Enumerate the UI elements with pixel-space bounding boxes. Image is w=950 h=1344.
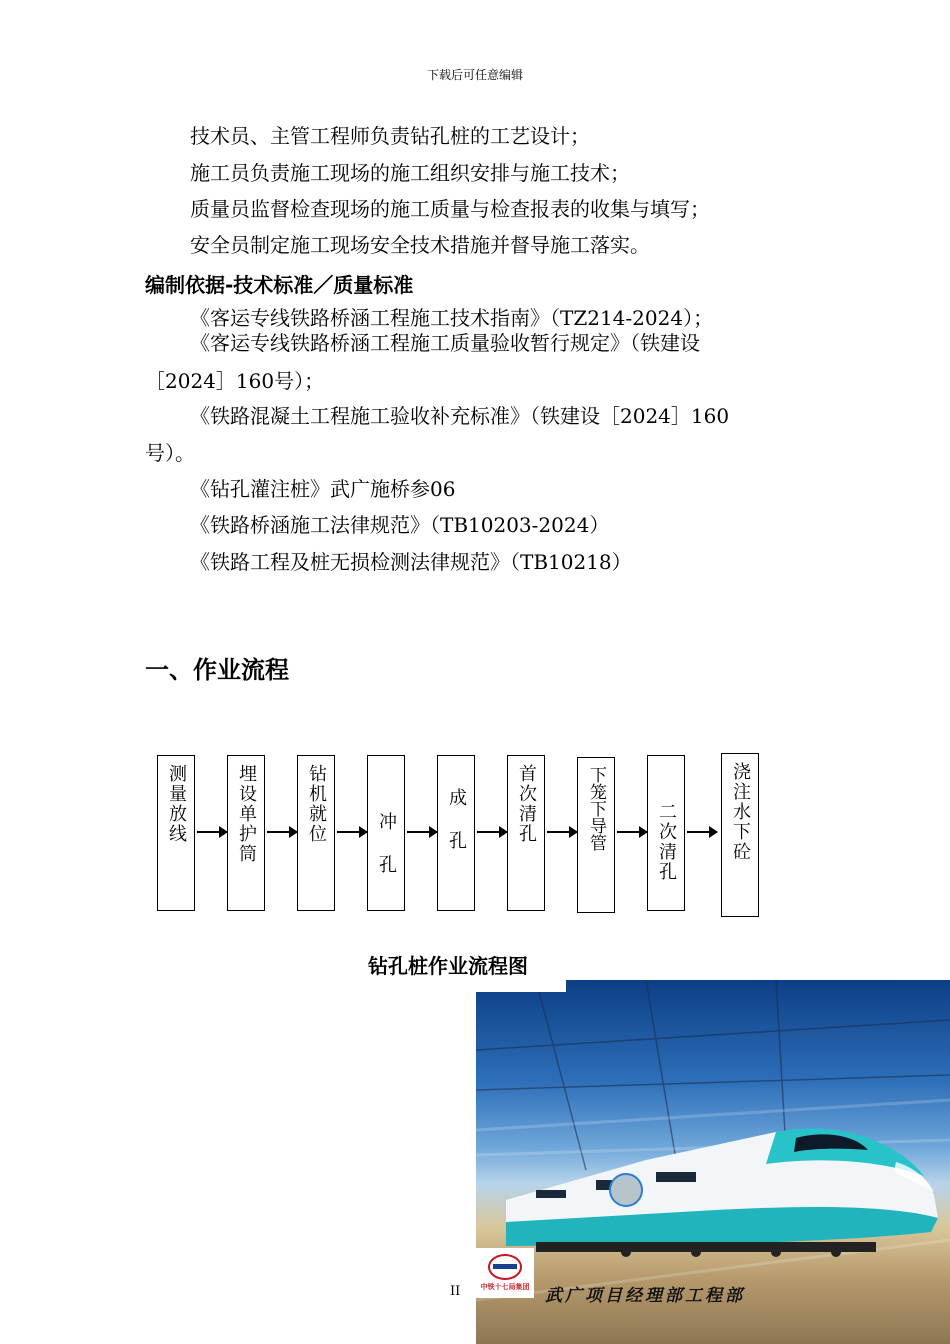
crcc-logo-icon [488,1254,522,1280]
flow-step: 埋设单护筒 [227,755,265,911]
responsibility-line: 安全员制定施工现场安全技术措施并督导施工落实。 [190,233,650,257]
flow-step: 冲 孔 [367,755,405,911]
basis-line: 《钻孔灌注桩》武广施桥参06 [190,477,456,501]
flow-step: 测量放线 [157,755,195,911]
flow-arrow [617,831,647,833]
basis-line: 号）。 [145,441,195,465]
flow-arrow [477,831,507,833]
basis-line: 《铁路工程及桩无损检测法律规范》（TB10218） [190,550,632,574]
basis-line: 《客运专线铁路桥涵工程施工技术指南》（TZ214-2024）； [190,306,714,330]
flow-arrow [197,831,227,833]
flow-caption: 钻孔桩作业流程图 [368,954,528,978]
flow-step: 二次清孔 [647,755,685,911]
flow-step: 钻机就位 [297,755,335,911]
basis-line: 《铁路桥涵施工法律规范》（TB10203-2024） [190,513,610,537]
basis-line: 《客运专线铁路桥涵工程施工质量验收暂行规定》（铁建设 [190,331,700,355]
flow-arrow [337,831,367,833]
basis-heading: 编制依据-技术标准／质量标准 [145,273,414,297]
flow-step: 浇注水下砼 [721,753,759,917]
header-note: 下载后可任意编辑 [426,68,523,82]
flow-step: 首次清孔 [507,755,545,911]
flow-diagram [155,752,765,917]
responsibility-line: 技术员、主管工程师负责钻孔桩的工艺设计； [190,124,590,148]
responsibility-line: 质量员监督检查现场的施工质量与检查报表的收集与填写； [190,197,710,221]
logo-text: 中铁十七局集团 [480,1283,530,1291]
photo-notch [476,980,566,992]
flow-arrow [267,831,297,833]
flow-arrow [407,831,437,833]
flow-step: 成 孔 [437,755,475,911]
department-label: 武广项目经理部工程部 [545,1286,745,1306]
basis-line: ［2024］160号）； [145,369,325,393]
flow-arrow [687,831,717,833]
responsibility-line: 施工员负责施工现场的施工组织安排与施工技术； [190,161,630,185]
flow-arrow [547,831,577,833]
company-logo [476,1248,534,1298]
page-number: II [450,1284,461,1299]
flow-step: 下笼下导管 [577,757,615,913]
basis-line: 《铁路混凝土工程施工验收补充标准》（铁建设［2024］160 [190,404,730,428]
section-title: 一、作业流程 [145,656,289,684]
